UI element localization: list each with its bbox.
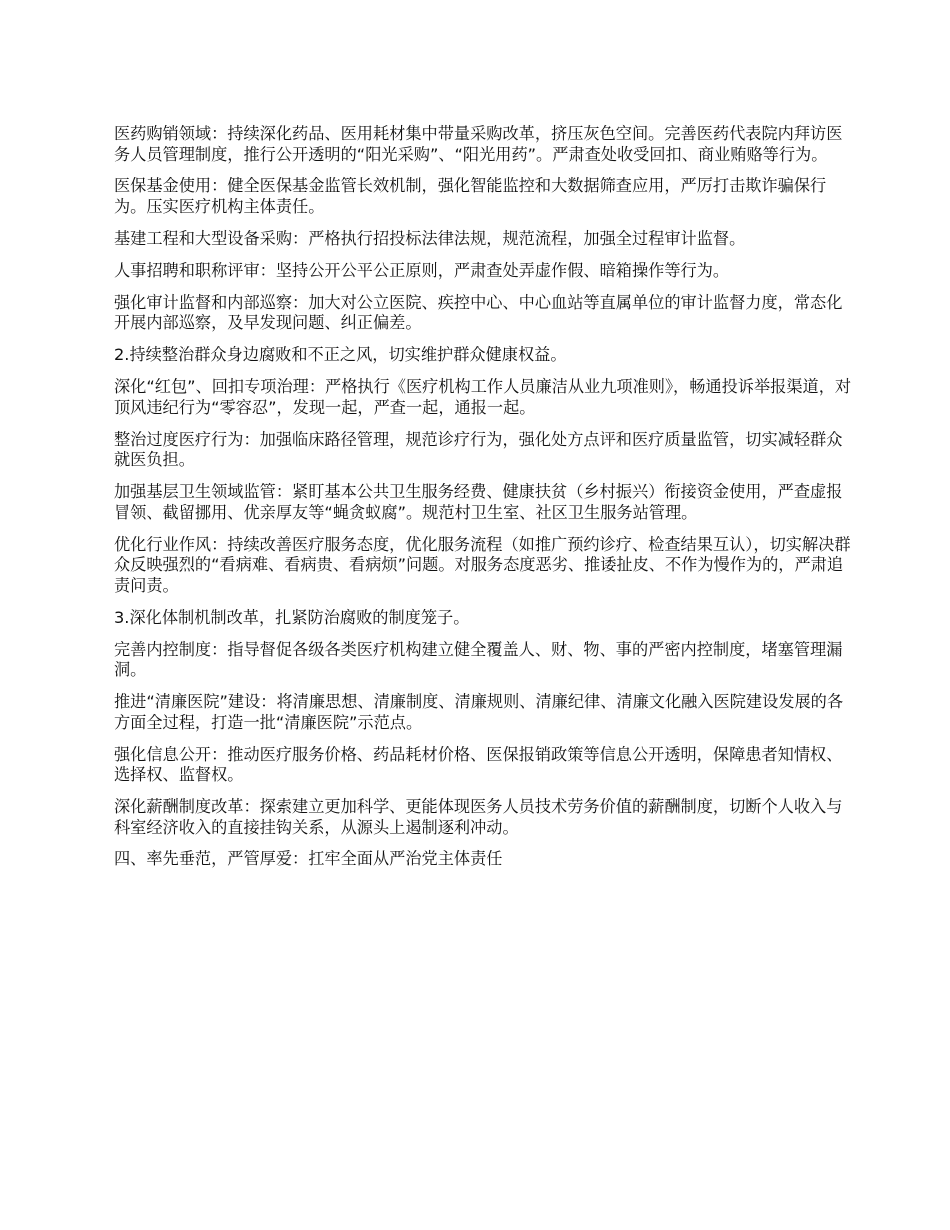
paragraph-red-envelope: 深化“红包”、回扣专项治理：严格执行《医疗机构工作人员廉洁从业九项准则》，畅通投诉举报渠道，对顶风违纪行为“零容忍”，发现一起，严查一起，通报一起。 [114,377,852,417]
paragraph-internal-control: 完善内控制度：指导督促各级各类医疗机构建立健全覆盖人、财、物、事的严密内控制度，堵塞管理漏洞。 [114,639,843,680]
section-heading-2: 2.持续整治群众身边腐败和不正之风，切实维护群众健康权益。 [114,345,567,365]
paragraph-insurance-fund: 医保基金使用：健全医保基金监管长效机制，强化智能监控和大数据筛查应用，严厉打击欺诈骗保行为。压实医疗机构主体责任。 [114,176,827,217]
document-body [114,124,856,881]
paragraph-personnel-recruitment: 人事招聘和职称评审：坚持公开公平公正原则，严肃查处弄虚作假、暗箱操作等行为。 [114,260,730,280]
paragraph-info-disclosure: 强化信息公开：推动医疗服务价格、药品耗材价格、医保报销政策等信息公开透明，保障患者知情权、选择权、监督权。 [114,744,843,785]
paragraph-pharma-procurement: 医药购销领域：持续深化药品、医用耗材集中带量采购改革，挤压灰色空间。完善医药代表院内拜访医务人员管理制度，推行公开透明的“阳光采购”、“阳光用药”。严肃查处收受回扣、商业贿赂等行为。 [114,124,843,164]
paragraph-industry-conduct: 优化行业作风：持续改善医疗服务态度，优化服务流程（如推广预约诊疗、检查结果互认），切实解决群众反映强烈的“看病难、看病贵、看病烦”问题。对服务态度恶劣、推诿扯皮、不作为慢作为的，严肃追责问责。 [114,534,851,595]
paragraph-construction-equipment: 基建工程和大型设备采购：严格执行招投标法律法规，规范流程，加强全过程审计监督。 [114,228,746,248]
paragraph-grassroots-supervision: 加强基层卫生领域监管：紧盯基本公共卫生服务经费、健康扶贫（乡村振兴）衔接资金使用，严查虚报冒领、截留挪用、优亲厚友等“蝇贪蚁腐”。规范村卫生室、社区卫生服务站管理。 [114,482,843,522]
paragraph-audit-inspection: 强化审计监督和内部巡察：加大对公立医院、疾控中心、中心血站等直属单位的审计监督力度，常态化开展内部巡察，及早发现问题、纠正偏差。 [114,292,843,333]
section-heading-3: 3.深化体制机制改革，扎紧防治腐败的制度笼子。 [114,607,470,627]
section-heading-4: 四、率先垂范，严管厚爱：扛牢全面从严治党主体责任 [114,849,503,869]
paragraph-salary-reform: 深化薪酬制度改革：探索建立更加科学、更能体现医务人员技术劳务价值的薪酬制度，切断个人收入与科室经济收入的直接挂钩关系，从源头上遏制逐利冲动。 [114,797,843,837]
paragraph-clean-hospital: 推进“清廉医院”建设：将清廉思想、清廉制度、清廉规则、清廉纪律、清廉文化融入医院建设发展的各方面全过程，打造一批“清廉医院”示范点。 [114,692,844,732]
paragraph-over-treatment: 整治过度医疗行为：加强临床路径管理，规范诊疗行为，强化处方点评和医疗质量监管，切实减轻群众就医负担。 [114,429,843,470]
